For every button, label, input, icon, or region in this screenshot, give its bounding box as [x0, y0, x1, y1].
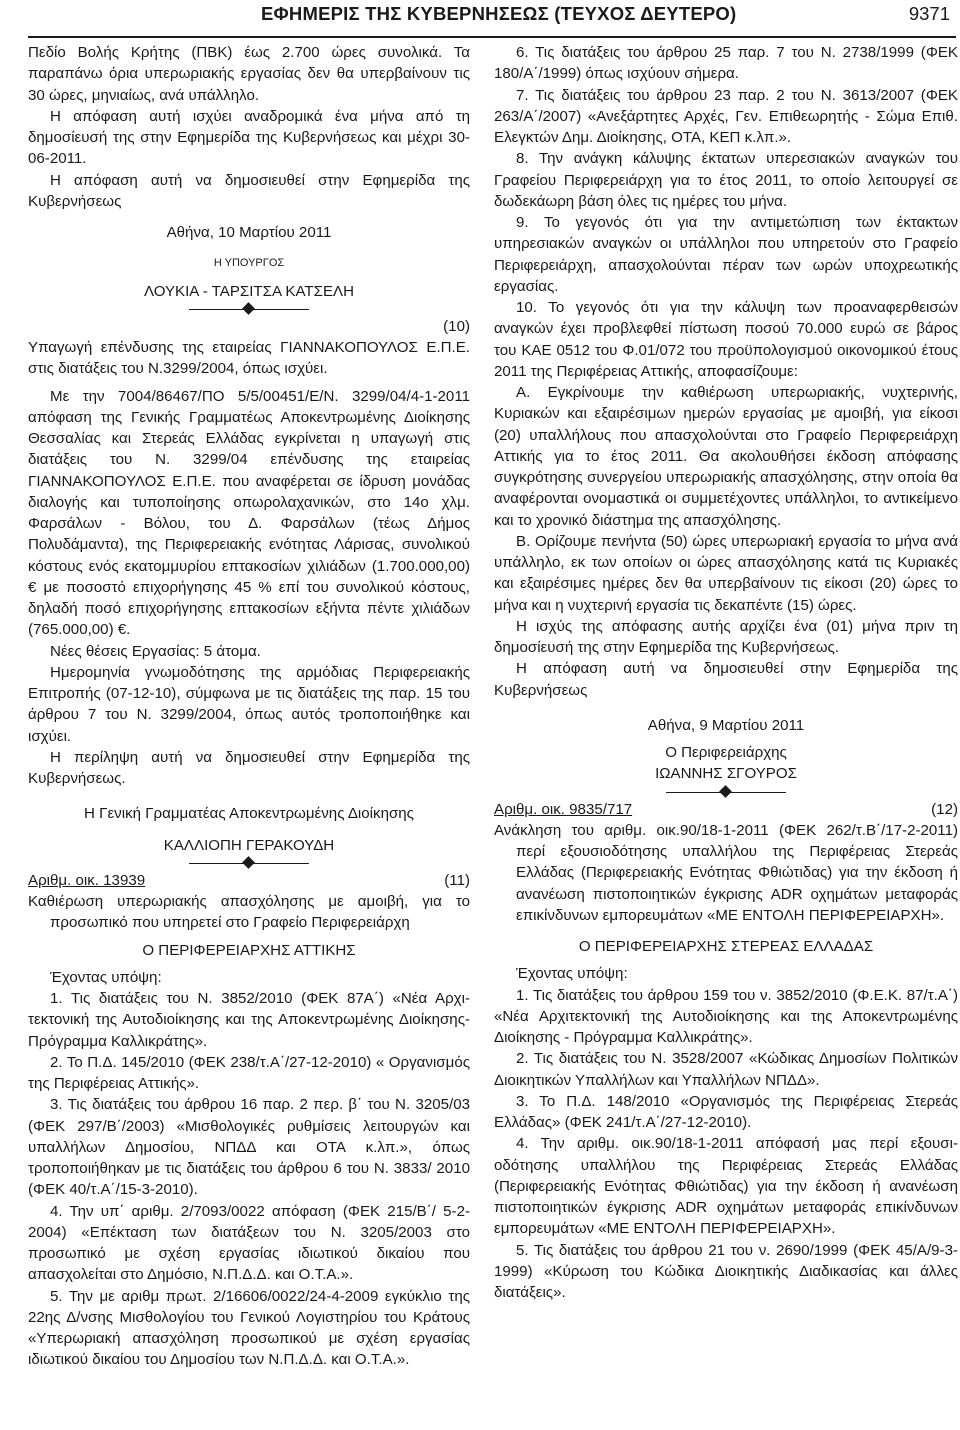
- decision-number-10: (10): [443, 317, 470, 335]
- decision-title-11: Καθιέρωση υπερωριακής απασχόλησης με αμοιβή, για το προσωπικό που υπηρετεί στο Γραφείο Περιφερειάρχη: [28, 893, 470, 932]
- retroactive-paragraph: Η απόφαση αυτή ισχύει αναδρομικά ένα μήνα από τη δημοσίευσή της στην Εφημερίδα της Κυβερνήσεως και μέχρι 30-06-2011.: [28, 107, 470, 168]
- list-item: 5. Την με αριθμ πρωτ. 2/16606/0022/24-4-2009 εγκύκλιο της 22ης Δ/νσης Μισθολογίου του Γενικού Λογιστηρίου του Κράτους «Υπερωριακή απασχόληση προσωπικού με σχέση εργασίας ιδιωτικού δικαίου του Δημοσίου των Ν.Π.Δ.Δ. και Ο.Τ.Α.».: [28, 1287, 470, 1369]
- validity-paragraph: Η ισχύς της απόφασης αυτής αρχίζει ένα (01) μήνα πριν τη δημοσίευσή της στην Εφημερίδα της Κυβερνήσεως.: [494, 617, 958, 656]
- publish-paragraph-1: Η απόφαση αυτή να δημοσιευθεί στην Εφημερίδα της Κυβερνήσεως: [28, 171, 470, 210]
- publish-paragraph-2: Η απόφαση αυτή να δημοσιευθεί στην Εφημερίδα της Κυβερνήσεως: [494, 660, 958, 699]
- list-item: 3. Το Π.Δ. 148/2010 «Οργανισμός της Περιφέρειας Στερεάς Ελλάδας» (ΦΕΚ 241/τ.Α΄/27-12-2010).: [494, 1092, 958, 1131]
- section-separator: [494, 785, 958, 799]
- left-column: [28, 42, 470, 1371]
- right-column: [494, 42, 958, 1303]
- decision-title-10: Υπαγωγή επένδυσης της εταιρείας ΓΙΑΝΝΑΚΟΠΟΥΛΟΣ Ε.Π.Ε. στις διατάξεις του Ν.3299/2004, όπως ισχύει.: [28, 339, 470, 378]
- considering-11: Έχοντας υπόψη:: [50, 968, 162, 986]
- signature-date-1: Αθήνα, 10 Μαρτίου 2011: [166, 224, 332, 241]
- decision-10-body: Με την 7004/86467/ΠΟ 5/5/00451/Ε/Ν. 3299/04/4-1-2011 απόφαση της Γενικής Γραμματέως Αποκεντρωμένης Διοίκησης Θεσσαλίας και Στερεάς Ελλάδας εγκρίνεται η υπαγωγή στις διατάξεις του Ν. 3299/04 επένδυσης της εταιρείας ΓΙΑΝΝΑΚΟΠΟΥΛΟΣ Ε.Π.Ε. που αναφέρεται σε ίδρυση μονάδας διαλογής και τυποποίησης οπωρολαχανικών, στο 14ο χλμ. Φαρσάλων - Βόλου, του Δ. Φαρσάλων (τέως Δήμος Πολυδάμαντα), της Περιφερειακής ενότητας Λάρισας, συνολικού κόστους ενός εκατομμυρίου επτακοσίων χιλιάδων (1.700.000,00) € με ποσοστό επιχορήγησης 45 % επί του συνολικού κόστους, δηλαδή ποσό επιχορήγησης επτακοσίων εξήντα πέντε χιλιάδων (765.000,00) €.: [28, 387, 470, 639]
- decision-title-12: Ανάκληση του αριθμ. οικ.90/18-1-2011 (ΦΕΚ 262/τ.Β΄/17-2-2011) περί εξουσιοδότησης υπαλλήλου της Περιφέρειας Στερεάς Ελλάδας (Περιφερειακής Ενότητας Φθιώτιδας) για την έκδοση ή ανανέωση πιστοποιητικών έγκρισης ADR οχημάτων μεταφοράς επικίνδυνων εμπορευμάτων «ΜΕ ΕΝΤΟΛΗ ΠΕΡΙΦΕΡΕΙΑΡΧΗ».: [494, 821, 958, 924]
- gazette-title: ΕΦΗΜΕΡΙΣ ΤΗΣ ΚΥΒΕΡΝΗΣΕΩΣ (ΤΕΥΧΟΣ ΔΕΥΤΕΡΟ): [261, 3, 737, 24]
- decision-ref-11: Αριθμ. οικ. 13939: [28, 871, 146, 889]
- decision-11-header: [28, 870, 470, 891]
- decision-b: Β. Ορίζουμε πενήντα (50) ώρες υπερωριακή εργασία το μήνα ανά υπάλληλο, εκ των οποίων οι ώρες απασχόλησης κατά τις Κυριακές και εξαιρέσιμες ημέρες δεν θα υπερβαίνουν τις είκοσι (20) ώρες το μήνα και η νυχτερινή εργασία τις δεκαπέντε (15) ώρες.: [494, 532, 958, 614]
- page-header: [28, 0, 956, 38]
- issuer-11: Ο ΠΕΡΙΦΕΡΕΙΑΡΧΗΣ ΑΤΤΙΚΗΣ: [142, 941, 356, 959]
- list-item: 7. Τις διατάξεις του άρθρου 23 παρ. 2 του Ν. 3613/2007 (ΦΕΚ 263/Α΄/2007) «Ανεξάρτητες Αρχές, Γεν. Επιθεωρητής - Σώμα Επιθ. Ελεγκτών Δημ. Διοίκησης, ΟΤΑ, ΚΕΠ κ.λπ.».: [494, 86, 958, 146]
- decision-number-11: (11): [444, 871, 470, 889]
- section-separator: [28, 302, 470, 316]
- diamond-icon: [719, 785, 732, 798]
- list-item: 2. Το Π.Δ. 145/2010 (ΦΕΚ 238/τ.Α΄/27-12-2010) « Οργανισμός της Περιφέρειας Αττικής».: [28, 1053, 470, 1092]
- minister-name: ΛΟΥΚΙΑ - ΤΑΡΣΙΤΣΑ ΚΑΤΣΕΛΗ: [143, 282, 355, 300]
- section-separator: [28, 856, 470, 870]
- decision-10-opinion-date: Ημερομηνία γνωμοδότησης της αρμόδιας Περιφερειακής Επιτροπής (07-12-10), σύμφωνα με τις διατάξεις της παρ. 15 του άρθρου 7 του Ν. 3299/2004, όπως αυτός τροποποιήθηκε και ισχύει.: [28, 663, 470, 745]
- intro-continuation: Πεδίο Βολής Κρήτης (ΠΒΚ) έως 2.700 ώρες συνολικά. Τα παραπάνω όρια υπερωριακής εργασίας δεν θα υπερβαίνουν τις 30 ώρες, μηνιαίως, ανά υπάλληλο.: [28, 44, 470, 104]
- regional-governor-name: ΙΩΑΝΝΗΣ ΣΓΟΥΡΟΣ: [655, 765, 797, 783]
- page-number: 9371: [908, 3, 950, 24]
- secretary-general-title: Η Γενική Γραμματέας Αποκεντρωμένης Διοίκησης: [84, 805, 414, 823]
- decision-a: Α. Εγκρίνουμε την καθιέρωση υπερωριακής, νυχτερινής, Κυριακών και εξαιρέσιμων ημερών εργασίας με αμοιβή, για είκοσι (20) υπαλλήλους που απασχολούνται στο Γραφείο Περιφερειάρχη Αττικής για το έτος 2011. Θα ακολουθήσει έκδοση απόφασης συγκρότησης συνεργείου υπερωριακής απασχόλησης, στην οποία θα αναφέρονται ονομαστικά οι συμμετέχοντες υπάλληλοι, το αντικείμενο και το χρονικό διάστημα της απασχόλησης.: [494, 384, 958, 529]
- list-item: 1. Τις διατάξεις του άρθρου 159 του ν. 3852/2010 (Φ.Ε.Κ. 87/τ.Α΄) «Νέα Αρχιτεκτονική της Αυτοδιοίκησης και της Αποκεντρωμένης Διοίκησης - Πρόγραμμα Καλλικράτης».: [494, 986, 958, 1046]
- list-item: 1. Τις διατάξεις του Ν. 3852/2010 (ΦΕΚ 87Α΄) «Νέα Αρχιτεκτονική της Αυτοδιοίκησης και της Αποκεντρωμένης Διοίκησης-Πρόγραμμα Καλλικράτης».: [28, 990, 470, 1050]
- list-item: 2. Τις διατάξεις του Ν. 3528/2007 «Κώδικας Δημοσίων Πολιτικών Διοικητικών Υπαλλήλων και Υπαλλήλων ΝΠΔΔ».: [494, 1050, 958, 1089]
- list-item: 5. Τις διατάξεις του άρθρου 21 του ν. 2690/1999 (ΦΕΚ 45/Α/9-3-1999) «Κύρωση του Κώδικα Διοικητικής Διαδικασίας και άλλες διατάξεις».: [494, 1241, 958, 1301]
- secretary-general-name: ΚΑΛΛΙΟΠΗ ΓΕΡΑΚΟΥΔΗ: [163, 836, 335, 854]
- list-item: 4. Την υπ΄ αριθμ. 2/7093/0022 απόφαση (ΦΕΚ 215/Β΄/ 5-2-2004) «Επέκταση των διατάξεων του Ν. 3205/2003 στο προσωπικό με σχέση εργασίας ιδιωτικού δικαίου που απασχολείται στο Δημόσιο, Ν.Π.Δ.Δ. και Ο.Τ.Α.».: [28, 1202, 470, 1284]
- diamond-icon: [242, 856, 255, 869]
- list-item: 10. Το γεγονός ότι για την κάλυψη των προαναφερθεισών αναγκών έχει προβλεφθεί πίστωση ποσού 70.000 ευρώ σε βάρος του ΚΑΕ 0512 του Φ.01/072 του προϋπολογισμού οικονομικού έτους 2011 της Περιφέρειας Αττικής, αποφασίζουμε:: [494, 299, 958, 380]
- diamond-icon: [242, 302, 255, 315]
- signature-date-2: Αθήνα, 9 Μαρτίου 2011: [647, 716, 805, 734]
- decision-number-12: (12): [931, 800, 958, 818]
- list-item: 3. Τις διατάξεις του άρθρου 16 παρ. 2 περ. β΄ του Ν. 3205/03 (ΦΕΚ 297/Β΄/2003) «Μισθολογικές ρυθμίσεις λειτουργών και υπαλλήλων Δημοσίου, ΝΠΔΔ και ΟΤΑ κ.λπ.», όπως τροποποιήθηκαν με τις διατάξεις του άρθρου 6 του Ν. 3833/ 2010 (ΦΕΚ 40/τ.Α΄/15-3-2010).: [28, 1096, 470, 1199]
- list-item: 8. Την ανάγκη κάλυψης έκτατων υπερεσιακών αναγκών του Γραφείου Περιφερειάρχη για το έτος 2011, το οποίο λειτουργεί σε δωδεκάωρη βάση όλες τις ημέρες του μήνα.: [494, 150, 958, 210]
- list-item: 9. Το γεγονός ότι για την αντιμετώπιση των έκτακτων υπηρεσιακών αναγκών οι υπάλληλοι που υπηρετούν στο Γραφείο Περιφερειάρχη, απασχολούνται πέραν των ωρών υποχρεωτικής εργασίας.: [494, 214, 958, 295]
- minister-title: Η ΥΠΟΥΡΓΟΣ: [213, 257, 285, 270]
- considering-12: Έχοντας υπόψη:: [516, 965, 628, 983]
- list-item: 4. Την αριθμ. οικ.90/18-1-2011 απόφασή μας περί εξουσιοδότησης υπαλλήλου της Περιφέρειας Στερεάς Ελλάδας (Περιφερειακής Ενότητας Φθιώτιδας) για την έκδοση ή ανανέωση πιστοποιητικών έγκρισης ADR οχημάτων μεταφοράς επικίνδυνων εμπορευμάτων «ΜΕ ΕΝΤΟΛΗ ΠΕΡΙΦΕΡΕΙΑΡΧΗ».: [494, 1135, 958, 1238]
- list-item: 6. Τις διατάξεις του άρθρου 25 παρ. 7 του Ν. 2738/1999 (ΦΕΚ 180/Α΄/1999) όπως ισχύουν σήμερα.: [494, 44, 958, 83]
- decision-ref-12: Αριθμ. οικ. 9835/717: [494, 800, 633, 818]
- regional-governor-title: Ο Περιφερειάρχης: [665, 744, 787, 761]
- decision-12-header: [494, 799, 958, 820]
- decision-10-publish: Η περίληψη αυτή να δημοσιευθεί στην Εφημερίδα της Κυβερνήσεως.: [28, 748, 470, 787]
- decision-10-jobs: Νέες θέσεις Εργασίας: 5 άτομα.: [50, 642, 261, 660]
- issuer-12: Ο ΠΕΡΙΦΕΡΕΙΑΡΧΗΣ ΣΤΕΡΕΑΣ ΕΛΛΑΔΑΣ: [578, 938, 874, 955]
